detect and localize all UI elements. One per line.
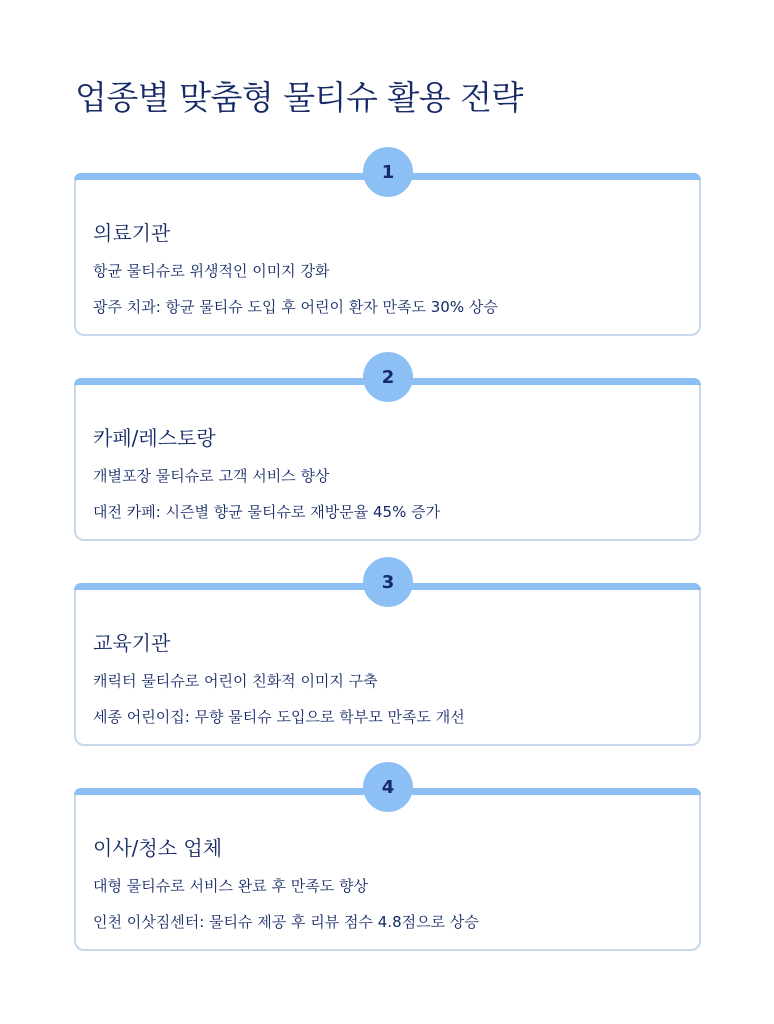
- card-title: 카페/레스토랑: [93, 426, 216, 450]
- page-title: 업종별 맞춤형 물티슈 활용 전략: [75, 78, 523, 117]
- card-title: 이사/청소 업체: [93, 836, 223, 860]
- card-description: 항균 물티슈로 위생적인 이미지 강화: [93, 262, 330, 280]
- card-title: 교육기관: [93, 631, 171, 655]
- strategy-card-cafe: [74, 366, 701, 541]
- strategy-card-education: [74, 571, 701, 746]
- step-number-badge: 4: [363, 762, 413, 812]
- card-title: 의료기관: [93, 221, 171, 245]
- card-example: 인천 이삿짐센터: 물티슈 제공 후 리뷰 점수 4.8점으로 상승: [93, 913, 479, 931]
- step-number-badge: 2: [363, 352, 413, 402]
- step-number-badge: 1: [363, 147, 413, 197]
- card-example: 광주 치과: 항균 물티슈 도입 후 어린이 환자 만족도 30% 상승: [93, 298, 498, 316]
- card-example: 세종 어린이집: 무향 물티슈 도입으로 학부모 만족도 개선: [93, 708, 465, 726]
- strategy-card-moving-cleaning: [74, 776, 701, 951]
- step-number-badge: 3: [363, 557, 413, 607]
- strategy-card-medical: [74, 161, 701, 336]
- card-description: 캐릭터 물티슈로 어린이 친화적 이미지 구축: [93, 672, 378, 690]
- card-example: 대전 카페: 시즌별 향균 물티슈로 재방문율 45% 증가: [93, 503, 441, 521]
- card-description: 개별포장 물티슈로 고객 서비스 향상: [93, 467, 330, 485]
- card-description: 대형 물티슈로 서비스 완료 후 만족도 향상: [93, 877, 368, 895]
